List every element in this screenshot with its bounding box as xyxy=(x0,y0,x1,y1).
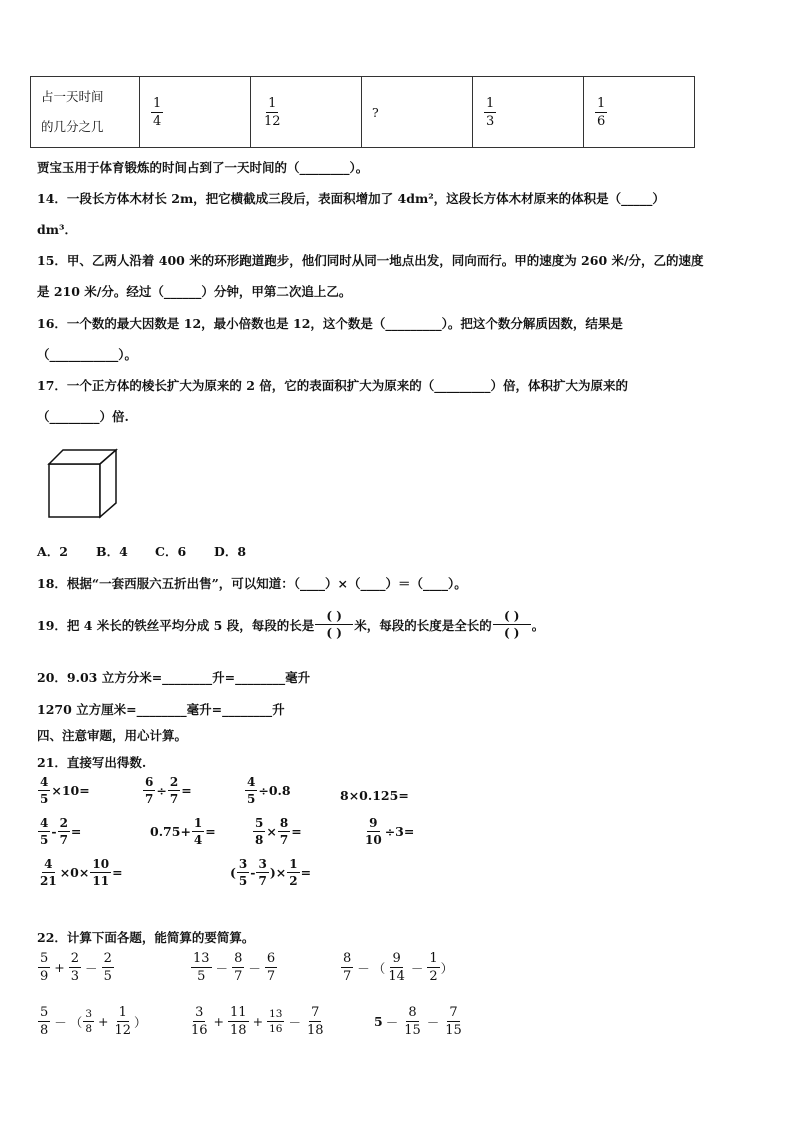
fraction: $\frac{6}{7}$ xyxy=(145,775,154,806)
fraction: $\frac{1}{12}$ xyxy=(114,1005,132,1038)
fraction: $\frac{11}{18}$ xyxy=(230,1005,247,1038)
q21-e2: $\frac{6}{7}$ ÷ $\frac{2}{7}$ = xyxy=(145,775,192,806)
fraction: $\frac{4}{5}$ xyxy=(247,775,256,806)
q20-line2: 1270 立方厘米=________毫升=________升 xyxy=(37,702,285,717)
fraction: $\frac{5}{8}$ xyxy=(40,1005,49,1038)
q17-line2: （________）倍. xyxy=(37,409,129,424)
fraction: $\frac{1}{3}$ xyxy=(486,95,495,129)
q21-e5: $\frac{4}{5}$ - $\frac{2}{7}$ = xyxy=(40,816,82,847)
q17-line1: 17．一个正方体的棱长扩大为原来的 2 倍，它的表面积扩大为原来的（_________）倍，体积扩大为原来的 xyxy=(37,378,629,393)
fraction: $\frac{5}{9}$ xyxy=(40,951,49,984)
fraction: $\frac{3}{7}$ xyxy=(258,857,267,888)
fraction: $\frac{3}{16}$ xyxy=(191,1005,208,1038)
table-cell-5 xyxy=(584,77,695,148)
q22-e4: $\frac{5}{8}$ － （ $\frac{3}{8}$ + $\frac{1}{12}$ ） xyxy=(40,1005,147,1038)
q21-e3: $\frac{4}{5}$ ÷0.8 xyxy=(247,775,291,806)
fraction: $\frac{1}{12}$ xyxy=(264,95,281,129)
fraction-table xyxy=(30,76,695,148)
fraction: $\frac{1}{6}$ xyxy=(597,95,606,129)
q21-e1: $\frac{4}{5}$ ×10= xyxy=(40,775,90,806)
fraction: $\frac{4}{5}$ xyxy=(40,816,49,847)
q16-line2: （___________）。 xyxy=(37,347,138,362)
fraction: $\frac{8}{7}$ xyxy=(279,816,289,847)
q14-line2: dm³． xyxy=(37,222,77,237)
q22-title: 22．计算下面各题，能简算的要简算。 xyxy=(37,930,255,945)
fraction: $\frac{2}{7}$ xyxy=(169,775,179,806)
fraction: $\frac{2}{3}$ xyxy=(70,951,80,984)
header-line-2: 的几分之几 xyxy=(41,119,104,134)
fraction: $\frac{10}{11}$ xyxy=(92,857,110,888)
q21-e9: $\frac{4}{21}$ ×0× $\frac{10}{11}$ = xyxy=(40,857,123,888)
q20-line1: 20．9.03 立方分米=________升=________毫升 xyxy=(37,670,311,685)
q18: 18．根据“一套西服六五折出售”，可以知道：（____）×（____）＝（____）。 xyxy=(37,576,467,591)
option-d[interactable]: D．8 xyxy=(214,544,247,559)
fraction: $\frac{6}{7}$ xyxy=(266,951,276,984)
fraction: $\frac{4}{21}$ xyxy=(40,857,57,888)
q19 xyxy=(37,610,544,639)
q14-line1: 14．一段长方体木材长 2m，把它横截成三段后，表面积增加了 4dm²，这段长方体木材原来的体积是（_____） xyxy=(37,191,665,206)
q15-line1: 15．甲、乙两人沿着 400 米的环形跑道跑步，他们同时从同一地点出发，同向而行。甲的速度为 260 米/分，乙的速度 xyxy=(37,253,704,268)
q21-e8: $\frac{9}{10}$ ÷3= xyxy=(365,816,415,847)
fraction: $\frac{9}{14}$ xyxy=(388,951,405,984)
q13-tail: 贾宝玉用于体育锻炼的时间占到了一天时间的（________）。 xyxy=(37,160,369,175)
table-cell-1 xyxy=(140,77,251,148)
table-row xyxy=(31,77,695,148)
option-a[interactable]: A．2 xyxy=(37,544,68,559)
unknown-mark: ? xyxy=(372,104,379,120)
q21-e4: 8×0.125= xyxy=(340,788,409,803)
table-cell-2 xyxy=(251,77,362,148)
option-c[interactable]: C．6 xyxy=(155,544,187,559)
fraction: $\frac{3}{8}$ xyxy=(85,1007,92,1035)
fraction: $\frac{8}{15}$ xyxy=(404,1005,421,1038)
fraction: $\frac{1}{2}$ xyxy=(289,857,298,888)
q19-text-3: 。 xyxy=(531,617,545,633)
fraction: $\frac{7}{15}$ xyxy=(445,1005,462,1038)
fraction: $\frac{5}{8}$ xyxy=(255,816,264,847)
fraction: $\frac{8}{7}$ xyxy=(234,951,243,984)
fraction: $\frac{1}{4}$ xyxy=(193,816,203,847)
fraction: $\frac{7}{18}$ xyxy=(306,1005,324,1038)
table-cell-3 xyxy=(362,77,473,148)
q22-e1: $\frac{5}{9}$ + $\frac{2}{3}$ － $\frac{2}{5}$ xyxy=(40,951,112,984)
q21-e10: ( $\frac{3}{5}$ - $\frac{3}{7}$ ) × $\frac{1}{2}$ = xyxy=(230,857,312,888)
q15-line2: 是 210 米/分。经过（______）分钟，甲第二次追上乙。 xyxy=(37,284,352,299)
blank-fraction[interactable]: $\frac{( )}{( )}$ xyxy=(315,610,353,639)
q21-title: 21．直接写出得数. xyxy=(37,755,147,770)
q19-text-2: 米，每段的长度是全长的 xyxy=(354,617,492,633)
q22-e6: 5 － $\frac{8}{15}$ － $\frac{7}{15}$ xyxy=(374,1005,462,1038)
fraction: $\frac{1}{2}$ xyxy=(429,951,438,984)
section-4-title: 四、注意审题，用心计算。 xyxy=(37,728,188,743)
q21-e6: 0.75+ $\frac{1}{4}$ = xyxy=(150,816,216,847)
q22-e5: $\frac{3}{16}$ + $\frac{11}{18}$ + $\frac{13}{16}$ － $\frac{7}{18}$ xyxy=(191,1005,324,1038)
q16-line1: 16．一个数的最大因数是 12，最小倍数也是 12，这个数是（_________）。把这个数分解质因数，结果是 xyxy=(37,316,623,331)
fraction: $\frac{8}{7}$ xyxy=(343,951,352,984)
table-header-cell xyxy=(31,77,140,148)
q22-e2: $\frac{13}{5}$ － $\frac{8}{7}$ － $\frac{6}{7}$ xyxy=(193,951,276,984)
fraction: $\frac{1}{4}$ xyxy=(153,95,162,129)
table-cell-4 xyxy=(473,77,584,148)
header-line-1: 占一天时间 xyxy=(41,89,104,104)
option-b[interactable]: B．4 xyxy=(96,544,128,559)
fraction: $\frac{4}{5}$ xyxy=(40,775,49,806)
fraction: $\frac{3}{5}$ xyxy=(238,857,248,888)
fraction: $\frac{2}{7}$ xyxy=(59,816,68,847)
q21-e7: $\frac{5}{8}$ × $\frac{8}{7}$ = xyxy=(255,816,302,847)
fraction: $\frac{13}{16}$ xyxy=(269,1007,283,1035)
fraction: $\frac{9}{10}$ xyxy=(365,816,382,847)
q19-text-1: 19．把 4 米长的铁丝平均分成 5 段，每段的长是 xyxy=(37,617,315,633)
q22-e3: $\frac{8}{7}$ － （ $\frac{9}{14}$ － $\frac{1}{2}$ ） xyxy=(343,951,454,984)
blank-fraction[interactable]: $\frac{( )}{( )}$ xyxy=(493,610,531,639)
fraction: $\frac{2}{5}$ xyxy=(103,951,112,984)
fraction: $\frac{13}{5}$ xyxy=(193,951,210,984)
cube-figure xyxy=(46,448,120,520)
